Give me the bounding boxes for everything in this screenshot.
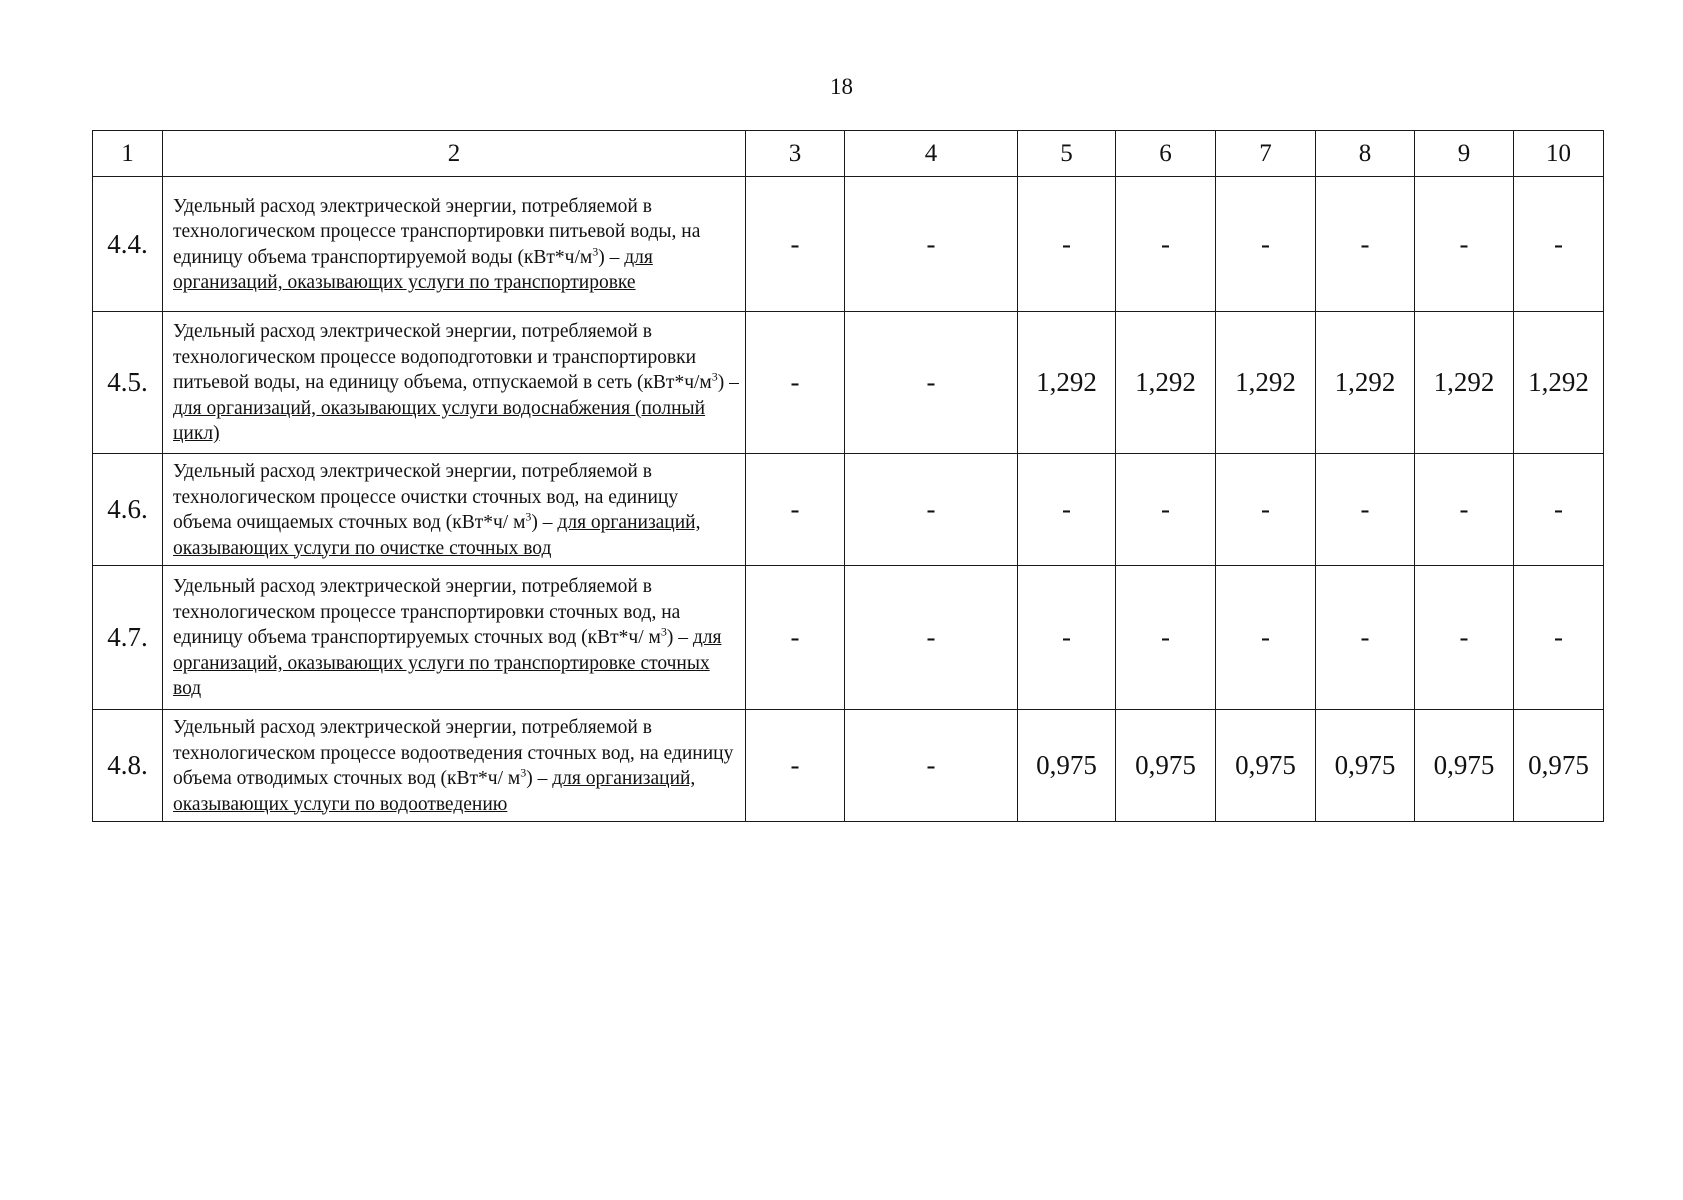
row-number: 4.4.: [93, 177, 163, 312]
column-header: 4: [845, 131, 1018, 177]
row-description: [163, 566, 746, 710]
superscript: 3: [711, 369, 718, 384]
superscript: 3: [592, 244, 599, 258]
value-cell: 0,975: [1018, 710, 1116, 822]
value-cell: -: [845, 177, 1018, 312]
superscript: 3: [660, 624, 667, 639]
value-cell: -: [1514, 566, 1604, 710]
description-scope: для организаций, оказывающих услуги по очистке сточных вод: [173, 512, 701, 559]
column-header: 10: [1514, 131, 1604, 177]
description-scope: для организаций, оказывающих услуги по водоотведению: [173, 768, 696, 815]
value-cell: -: [1216, 454, 1316, 566]
value-cell: -: [1514, 454, 1604, 566]
column-header: 8: [1316, 131, 1415, 177]
value-cell: -: [746, 177, 845, 312]
row-description: [163, 454, 746, 566]
row-description: [163, 177, 746, 312]
row-number: 4.5.: [93, 312, 163, 454]
value-cell: 1,292: [1116, 312, 1216, 454]
value-cell: -: [1116, 454, 1216, 566]
value-cell: -: [845, 566, 1018, 710]
indicators-table: [92, 130, 1604, 822]
value-cell: -: [1514, 177, 1604, 312]
row-description: [163, 312, 746, 454]
value-cell: 0,975: [1216, 710, 1316, 822]
column-header: 3: [746, 131, 845, 177]
value-cell: 1,292: [1415, 312, 1514, 454]
row-number: 4.6.: [93, 454, 163, 566]
column-header: 7: [1216, 131, 1316, 177]
description-text: Удельный расход электрической энергии, потребляемой в технологическом процессе транспортировки питьевой воды, на единицу объема транспортируемой воды (кВт*ч/м: [173, 195, 701, 268]
table-header-row: [93, 131, 1604, 177]
row-number: 4.8.: [93, 710, 163, 822]
value-cell: -: [1415, 454, 1514, 566]
value-cell: -: [746, 710, 845, 822]
description-scope: для организаций, оказывающих услуги по транспортировке сточных вод: [173, 627, 722, 700]
description-text: Удельный расход электрической энергии, потребляемой в технологическом процессе водоподготовки и транспортировки питьевой воды, на единицу объема, отпускаемой в сеть (кВт*ч/м: [173, 321, 712, 394]
value-cell: 0,975: [1514, 710, 1604, 822]
table-row: [93, 454, 1604, 566]
value-cell: -: [1018, 566, 1116, 710]
table-row: [93, 177, 1604, 312]
value-cell: -: [1018, 177, 1116, 312]
value-cell: -: [1116, 177, 1216, 312]
value-cell: 1,292: [1514, 312, 1604, 454]
table-row: [93, 566, 1604, 710]
value-cell: 0,975: [1116, 710, 1216, 822]
value-cell: -: [1216, 566, 1316, 710]
column-header: 2: [163, 131, 746, 177]
value-cell: -: [845, 312, 1018, 454]
description-scope: для организаций, оказывающих услуги по транспортировке: [173, 246, 653, 293]
description-text: Удельный расход электрической энергии, потребляемой в технологическом процессе очистки сточных вод, на единицу объема очищаемых сточных вод (кВт*ч/ м: [173, 461, 679, 533]
description-text: Удельный расход электрической энергии, потребляемой в технологическом процессе водоотведения сточных вод, на единицу объема отводимых сточных вод (кВт*ч/ м: [173, 717, 734, 789]
row-number: 4.7.: [93, 566, 163, 710]
description-text: ) –: [666, 627, 693, 649]
value-cell: 1,292: [1018, 312, 1116, 454]
value-cell: -: [845, 454, 1018, 566]
value-cell: -: [1415, 177, 1514, 312]
description-text: ) –: [717, 372, 739, 394]
column-header: 5: [1018, 131, 1116, 177]
column-header: 9: [1415, 131, 1514, 177]
value-cell: -: [845, 710, 1018, 822]
table-row: [93, 710, 1604, 822]
description-text: ) –: [526, 768, 553, 789]
value-cell: -: [746, 454, 845, 566]
value-cell: -: [1316, 566, 1415, 710]
value-cell: -: [1116, 566, 1216, 710]
value-cell: -: [1316, 454, 1415, 566]
row-description: [163, 710, 746, 822]
value-cell: 0,975: [1415, 710, 1514, 822]
description-text: ) –: [598, 246, 625, 268]
value-cell: -: [1415, 566, 1514, 710]
value-cell: -: [746, 312, 845, 454]
value-cell: 1,292: [1316, 312, 1415, 454]
value-cell: 1,292: [1216, 312, 1316, 454]
value-cell: -: [1216, 177, 1316, 312]
column-header: 6: [1116, 131, 1216, 177]
value-cell: -: [1316, 177, 1415, 312]
description-text: ) –: [531, 512, 558, 533]
page-number: 18: [830, 74, 853, 99]
value-cell: -: [1018, 454, 1116, 566]
table-row: [93, 312, 1604, 454]
column-header: 1: [93, 131, 163, 177]
description-text: Удельный расход электрической энергии, потребляемой в технологическом процессе транспортировки сточных вод, на единицу объема транспортируемых сточных вод (кВт*ч/ м: [173, 576, 681, 649]
description-scope: для организаций, оказывающих услуги водоснабжения (полный цикл): [173, 397, 706, 445]
value-cell: 0,975: [1316, 710, 1415, 822]
superscript: 3: [520, 765, 527, 780]
value-cell: -: [746, 566, 845, 710]
superscript: 3: [525, 509, 532, 524]
